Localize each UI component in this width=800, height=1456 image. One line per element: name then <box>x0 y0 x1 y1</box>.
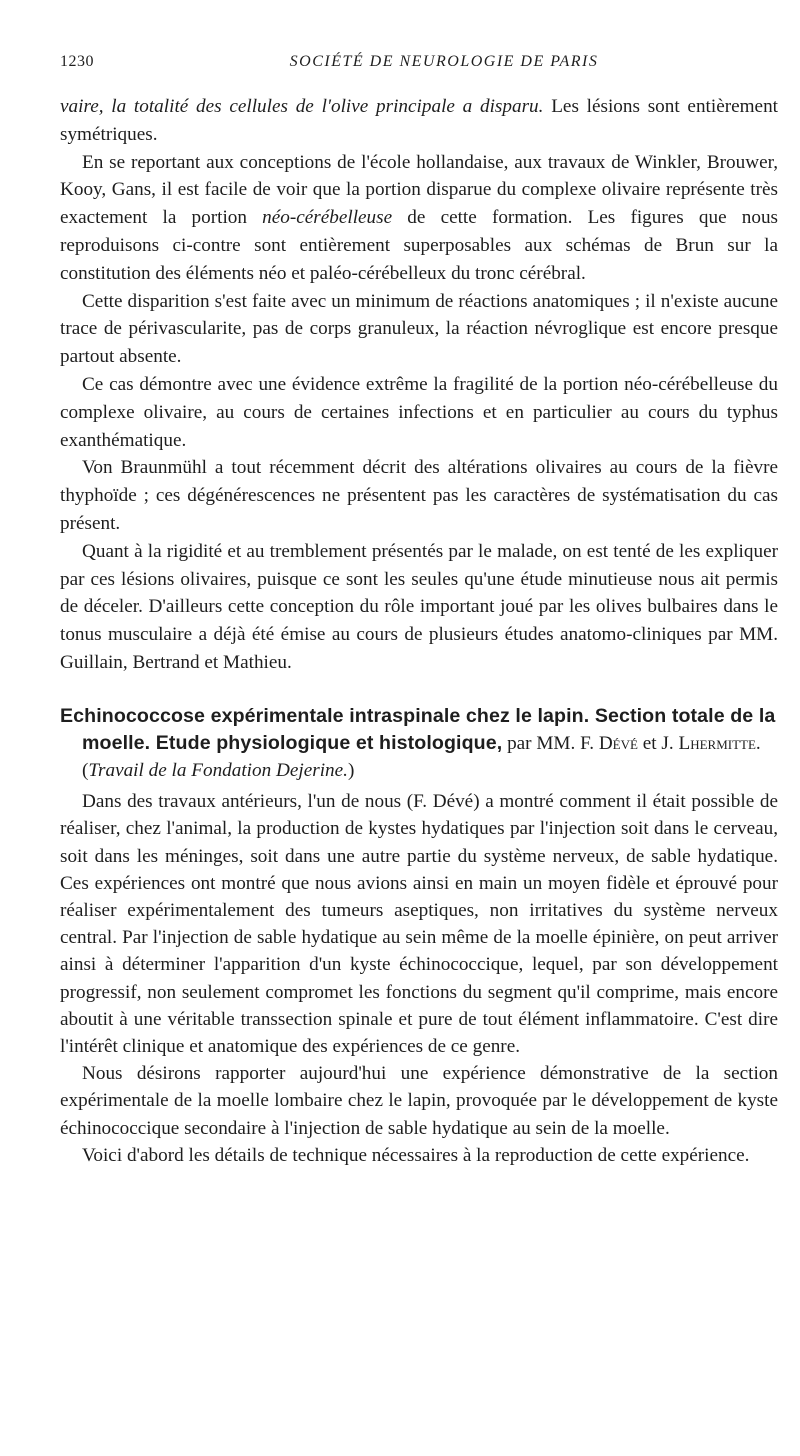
page-number: 1230 <box>60 53 94 70</box>
text: de cette formation. Les figures que nous reproduisons ci-contre sont entièrement superposables aux schémas de Brun sur la constitution des éléments néo et paléo-cérébelleux du tronc cérébral. <box>60 207 779 284</box>
paragraph: Cette disparition s'est faite avec un minimum de réactions anatomiques ; il n'existe aucune trace de périvascularite, pas de corps granuleux, la réaction névroglique est encore presque partout absente. <box>60 290 778 368</box>
authors-prefix: MM. F. <box>536 733 599 755</box>
source-close: ) <box>347 759 355 781</box>
article-title: Echinococcose expérimentale intraspinale chez le lapin. Section totale de la moelle. Etude physiologique et histologique, <box>60 704 776 755</box>
italic-text: vaire, la totalité des cellules de l'olive principale a disparu. <box>60 96 544 117</box>
authors-and: et J. <box>637 733 679 755</box>
paragraph: Von Braunmühl a tout récemment décrit des altérations olivaires au cours de la fièvre thyphoïde ; ces dégénérescences ne présentent pas les caractères de systématisation du cas présent. <box>60 457 778 534</box>
text: Les lésions sont entièrement symétriques. <box>60 96 778 145</box>
author-name: Dévé <box>598 733 638 755</box>
paragraph: Quant à la rigidité et au tremblement présentés par le malade, on est tenté de les expliquer par ces lésions olivaires, puisque ce sont les seules qu'une étude minutieuse nous ait permis de déceler. D'ailleurs cette conception du rôle important joué par les olives bulbaires dans le tonus musculaire a déjà été émise au cours de plusieurs études anatomo-cliniques par MM. Guillain, Bertrand et Mathieu. <box>60 540 778 673</box>
journal-title: SOCIÉTÉ DE NEUROLOGIE DE PARIS <box>289 53 599 70</box>
continued-article-text <box>60 93 778 677</box>
italic-text: néo-cérébelleuse <box>262 207 393 229</box>
article-heading <box>60 703 778 785</box>
paragraph: Voici d'abord les détails de technique nécessaires à la reproduction de cette expérience. <box>82 1144 750 1166</box>
paragraph <box>60 149 778 288</box>
by-word: par <box>502 733 537 755</box>
paragraph: Dans des travaux antérieurs, l'un de nous (F. Dévé) a montré comment il était possible de réaliser, chez l'animal, la production de kystes hydatiques par l'injection soit dans le cerveau, soit dans les méninges, soit dans une autre partie du système nerveux, de sable hydatique. Ces expériences ont montré que nous avions ainsi en main un moyen fidèle et éprouvé pour réaliser expérimentalement des tumeurs aseptiques, non irritatives du système nerveux central. Par l'injection de sable hydatique au sein même de la moelle épinière, on peut arriver ainsi à déterminer l'apparition d'un kyste échinococcique, lequel, par son développement progressif, non seulement compromet les fonctions du segment qu'il comprime, mais encore aboutit à une véritable transsection spinale et pure de tout élément inflammatoire. C'est dire l'intérêt clinique et anatomique des expériences de ce genre. <box>60 791 778 1058</box>
paragraph: Nous désirons rapporter aujourd'hui une expérience démonstrative de la section expérimentale de la moelle lombaire chez le lapin, provoquée par le développement de kyste échinococcique secondaire à l'injection de sable hydatique au sein de la moelle. <box>60 1063 778 1139</box>
article-body <box>60 788 778 1169</box>
authors-suffix: . ( <box>82 733 761 781</box>
text: En se reportant aux conceptions de l'école hollandaise, aux travaux de Winkler, Brouwer, Kooy, Gans, il est facile de voir que la portion disparue du complexe olivaire représente très exactement la portion <box>60 151 778 229</box>
running-head <box>60 48 778 78</box>
author-name: Lhermitte <box>678 733 756 755</box>
article-source: Travail de la Fondation Dejerine. <box>88 759 348 781</box>
book-page <box>60 48 778 1169</box>
paragraph: Ce cas démontre avec une évidence extrême la fragilité de la portion néo-cérébelleuse du complexe olivaire, au cours de certaines infections et en particulier au cours du typhus exanthématique. <box>60 373 778 451</box>
paragraph <box>60 93 778 149</box>
